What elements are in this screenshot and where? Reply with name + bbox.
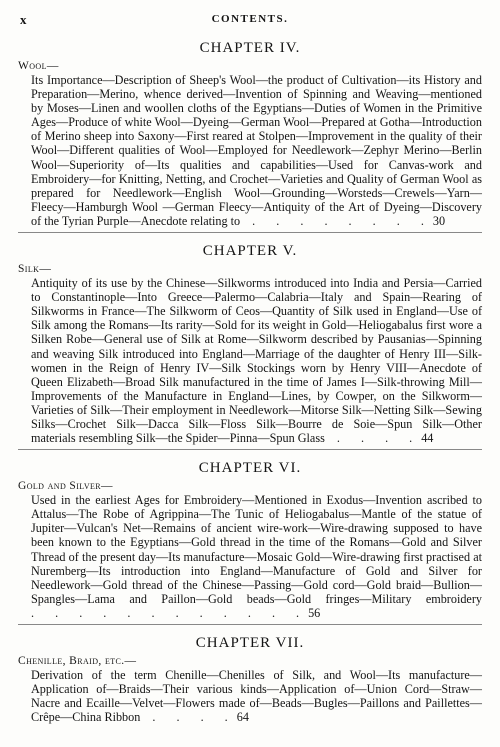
chapter-topic: Silk— [18,263,52,276]
page-reference[interactable]: 44 [421,431,434,446]
page-reference[interactable]: 64 [236,710,249,725]
dot-leader: . . . . [140,710,237,725]
dot-leader: . . . . [324,431,422,446]
chapter-topic: Chenille, Braid, etc.— [18,655,137,667]
chapter-description [31,493,482,620]
running-title: CONTENTS. [211,13,289,25]
chapter-title: CHAPTER IV. [199,40,301,56]
page-reference[interactable]: 30 [432,213,446,228]
chapter-entry-iv [18,40,482,228]
page-header [18,8,482,30]
chapter-description [31,73,482,228]
chapter-topic: Gold and Silver— [18,480,113,493]
page-number: x [20,12,27,27]
description-text: Antiquity of its use by the Chinese—Silkworms introduced into India and Persia—Carried to Constantinople—Into Greece—Palermo—Calabria—Italy and Spain—Rearing of Silkworms in France—The Silkworm of Ceos—Quantity of Silk used in England—Use of Silk among the Romans—Its rarity—Sold for its weight in Gold—Heliogabalus first wore a Silken Robe—General use of Silk at Rome—Silkworm described by Pausanias—Spinning and weaving Silk introduced into England—Marriage of the daughter of Henry III—Silk-women in the Reign of Henry IV—Silk Stockings worn by Henry VIII—Anecdote of Queen Elizabeth—Broad Silk manufactured in the time of James I—Silk-throwing Mill—Improvements of the Manufacture in England—Lines, by Cowper, on the Silkworm—Varieties of Silk—Their employment in Needlework—Mitorse Silk—Netting Silk—Sewing Silks—Crochet Silk—Dacca Silk—Floss Silk—Bourre de Soie—Spun Silk—Other materials resembling Silk—the Spider—Pinna—Spun Glass [31,276,482,446]
chapter-title: CHAPTER VII. [195,635,305,651]
divider [18,624,482,625]
chapter-entry-vii [18,635,482,724]
chapter-entry-v [18,243,482,445]
description-text: Its Importance—Description of Sheep's Wool—the product of Cultivation—its History and Preparation—Merino, whence derived—Invention of Spinning and Weaving—mentioned by Moses—Linen and woollen cloths of the Egyptians—Duties of Women in the Primitive Ages—Produce of white Wool—Dyeing—German Wool—Prepared at Gotha—Introduction of Merino sheep into Saxony—First reared at Stolpen—Improvement in the quality of their Wool—Different qualities of Wool—Employed for Needlework—Zephyr Merino—Berlin Wool—Superiority of—Its qualities and capabilities—Used for Canvas-work and Embroidery—for Knitting, Netting, and Crochet—Varieties and Quality of German Wool as prepared for Needlework—English Wool—Grounding—Worsteds—Crewels—Yarn—Fleecy—Hamburgh Wool —German Fleecy—Antiquity of the Art of Dyeing—Discovery of the Tyrian Purple—Anecdote relating to [31,73,482,228]
divider [18,232,482,233]
chapter-description [31,276,482,445]
page-reference[interactable]: 56 [308,605,321,620]
chapter-entry-vi [18,460,482,620]
dot-leader: . . . . . . . . [240,213,433,228]
chapter-description [31,668,482,724]
divider [18,449,482,450]
chapter-title: CHAPTER VI. [198,460,302,477]
description-text: Derivation of the term Chenille—Chenilles of Silk, and Wool—Its manufacture—Application of—Braids—Their various kinds—Application of—Union Cord—Straw—Nacre and Ecaille—Velvet—Flowers made of—Beads—Bugles—Paillons and Paillettes—Crêpe—China Ribbon [31,668,482,725]
description-text: Used in the earliest Ages for Embroidery—Mentioned in Exodus—Invention ascribed to Attalus—The Robe of Agrippina—The Tunic of Heliogabalus—Mantle of the statue of Jupiter—Vulcan's Net—Remains of ancient wire-work—Wire-drawing supposed to have been known to the Egyptians—Gold thread in the time of the Romans—Gold and Silver Thread of the present day—Its manufacture—Mosaic Gold—Wire-drawing first practised at Nuremberg—Its introduction into England—Manufacture of Gold and Silver for Needlework—Gold thread of the Chinese—Passing—Gold cord—Gold braid—Bullion—Spangles—Lama and Paillon—Gold beads—Gold fringes—Military embroidery [31,493,482,606]
dot-leader: . . . . . . . . . . . . [31,605,309,620]
chapter-title: CHAPTER V. [202,243,298,260]
chapter-topic: Wool— [18,60,59,72]
